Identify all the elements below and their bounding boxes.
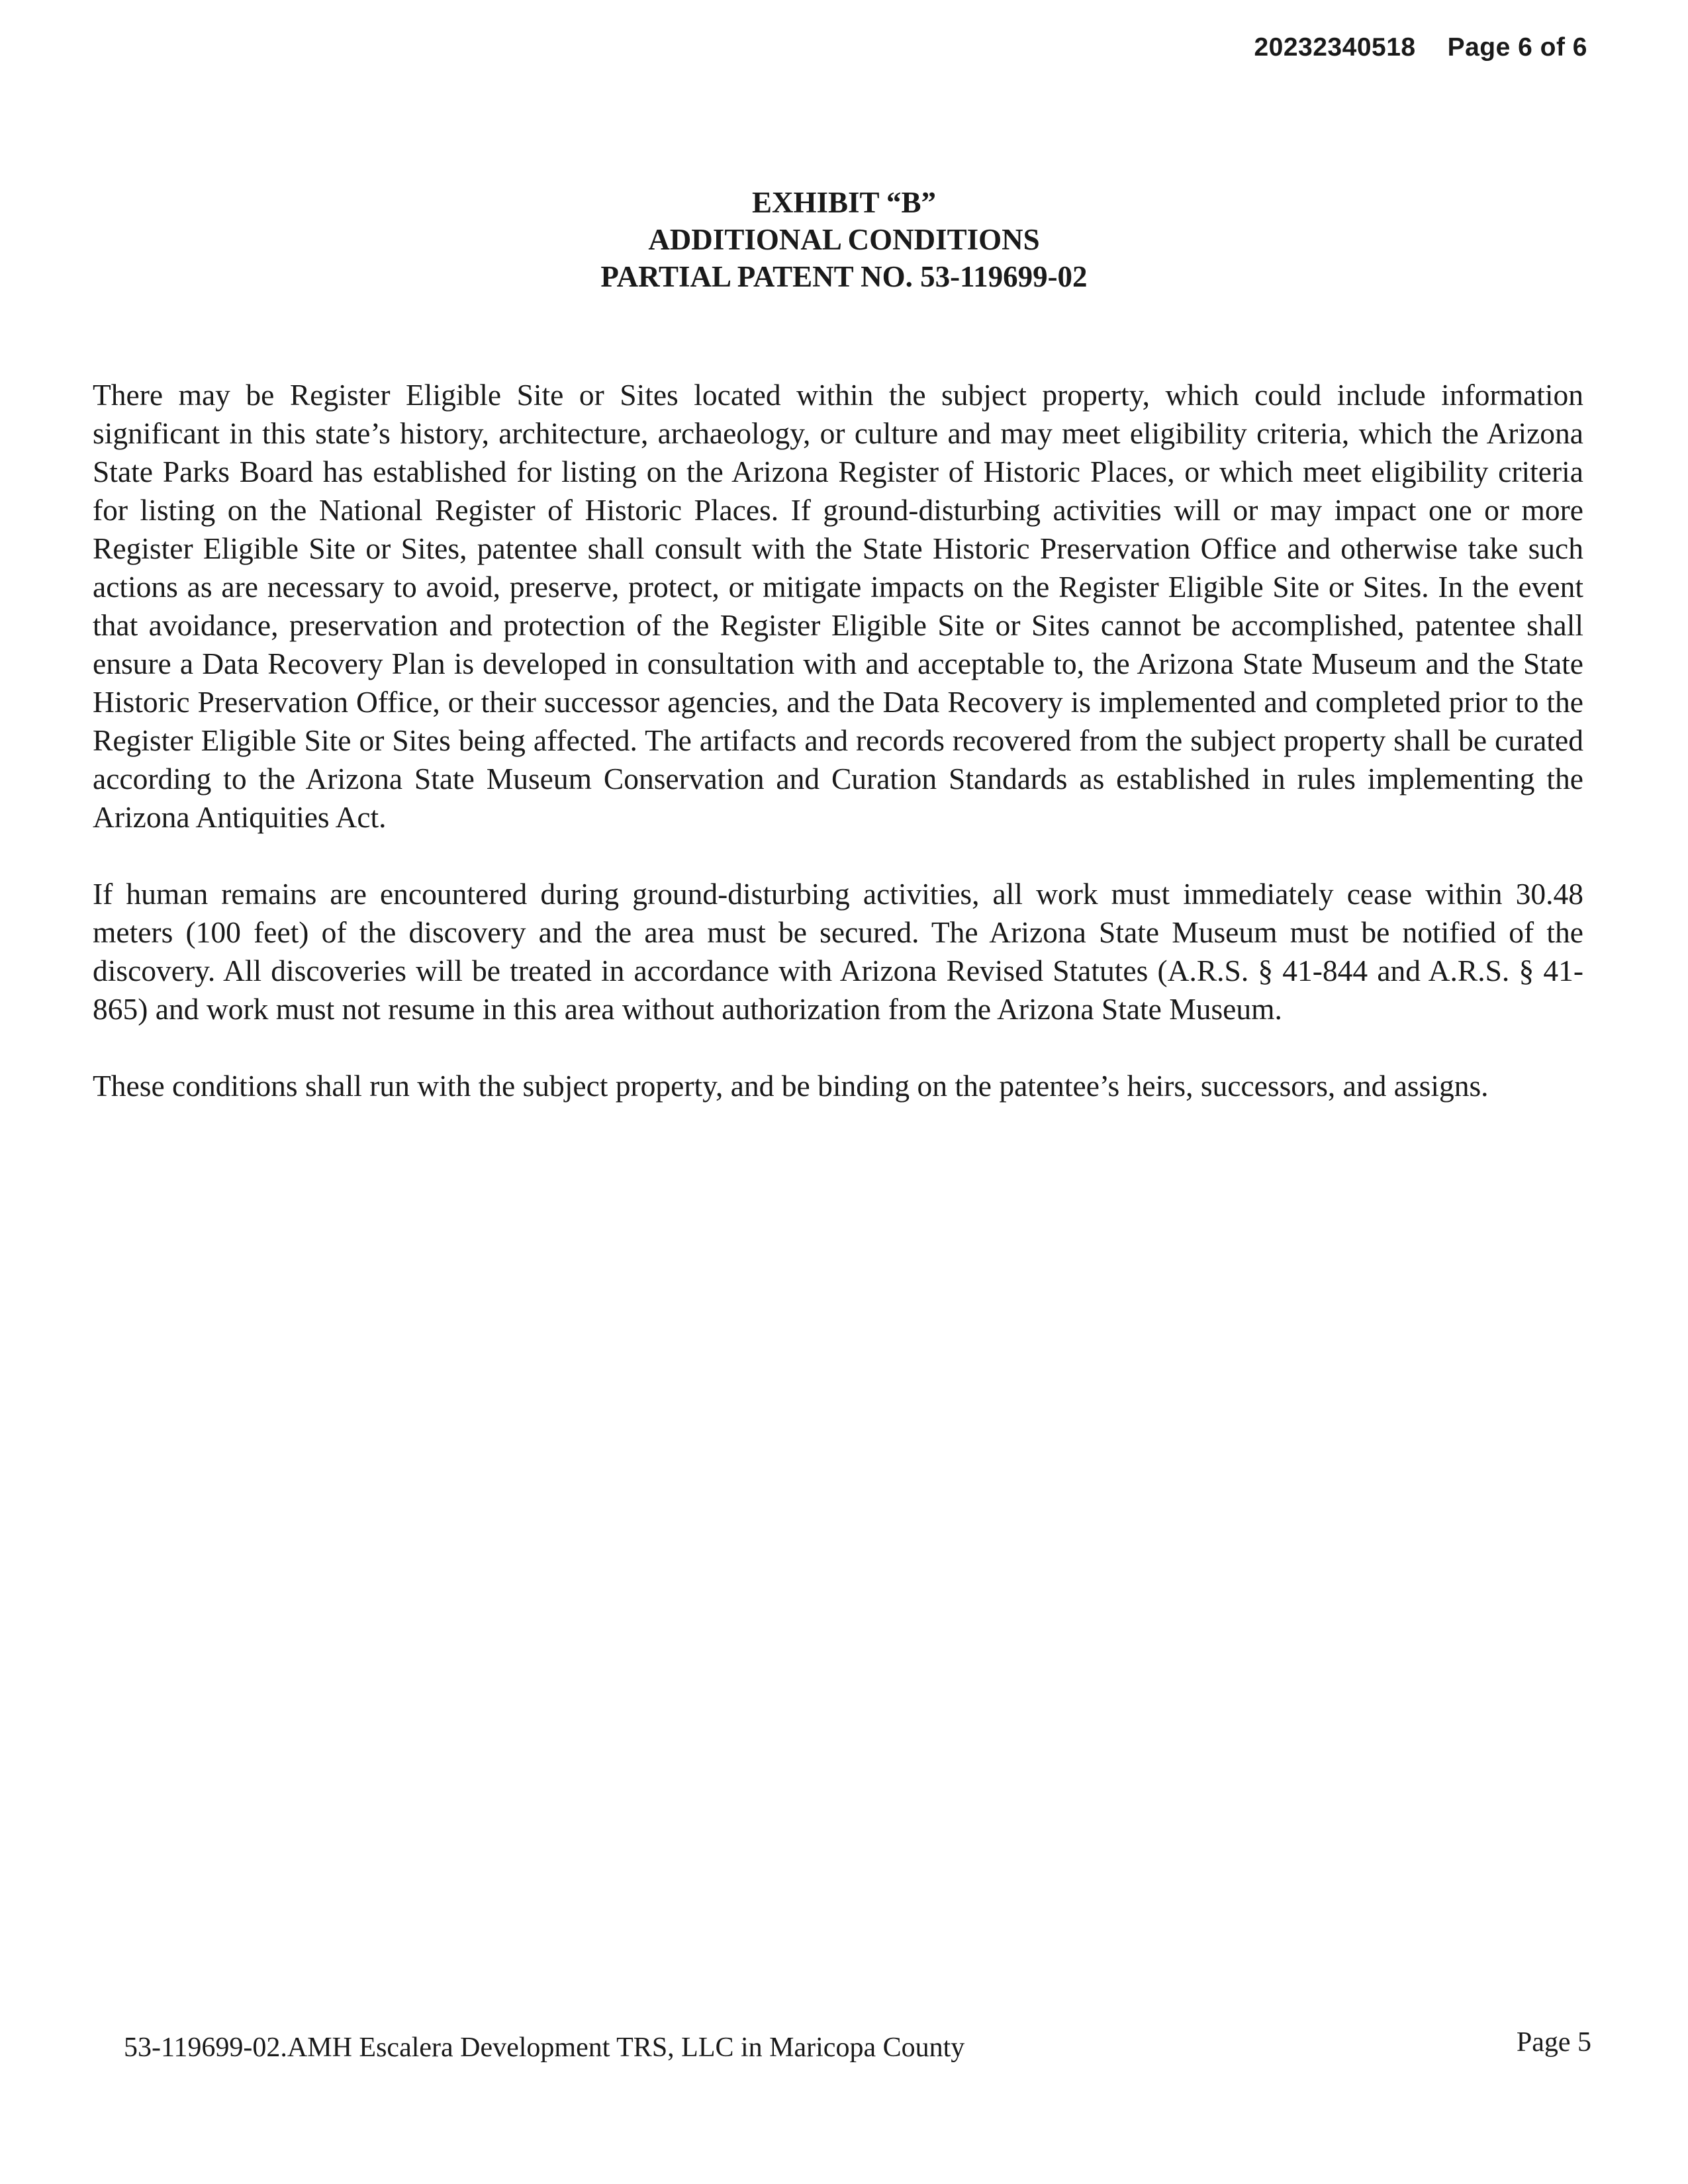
- footer-page-number: Page 5: [1516, 2027, 1591, 2058]
- paragraph-human-remains: If human remains are encountered during ground-disturbing activities, all work must immediately cease within 30.48 meters (100 feet) of the discovery and the area must be secured. The Arizona State Museum must be notified of the discovery. All discoveries will be treated in accordance with Arizona Revised Statutes (A.R.S. § 41-844 and A.R.S. § 41-865) and work must not resume in this area without authorization from the Arizona State Museum.: [93, 877, 1583, 1026]
- footer-document-reference: 53-119699-02.AMH Escalera Development TRS, LLC in Maricopa County: [124, 2032, 965, 2063]
- exhibit-heading: EXHIBIT “B”: [751, 186, 937, 219]
- conditions-heading: ADDITIONAL CONDITIONS: [648, 223, 1040, 256]
- paragraph-historic-sites: There may be Register Eligible Site or Sites located within the subject property, which could include information significant in this state’s history, architecture, archaeology, or culture and may meet eligibility criteria, which the Arizona State Parks Board has established for listing on the Arizona Register of Historic Places, or which meet eligibility criteria for listing on the National Register of Historic Places. If ground-disturbing activities will or may impact one or more Register Eligible Site or Sites, patentee shall consult with the State Historic Preservation Office and otherwise take such actions as are necessary to avoid, preserve, protect, or mitigate impacts on the Register Eligible Site or Sites. In the event that avoidance, preservation and protection of the Register Eligible Site or Sites cannot be accomplished, patentee shall ensure a Data Recovery Plan is developed in consultation with and acceptable to, the Arizona State Museum and the State Historic Preservation Office, or their successor agencies, and the Data Recovery is implemented and completed prior to the Register Eligible Site or Sites being affected. The artifacts and records recovered from the subject property shall be curated according to the Arizona State Museum Conservation and Curation Standards as established in rules implementing the Arizona Antiquities Act.: [93, 378, 1583, 834]
- recording-stamp: [1254, 33, 1587, 62]
- recording-number: 20232340518: [1254, 33, 1416, 62]
- document-title: [0, 184, 1688, 295]
- paragraph-binding-conditions: These conditions shall run with the subject property, and be binding on the patentee’s heirs, successors, and assigns.: [93, 1069, 1489, 1103]
- page-indicator: Page 6 of 6: [1447, 33, 1587, 62]
- patent-number-heading: PARTIAL PATENT NO. 53-119699-02: [600, 260, 1088, 293]
- document-body: [93, 376, 1583, 1144]
